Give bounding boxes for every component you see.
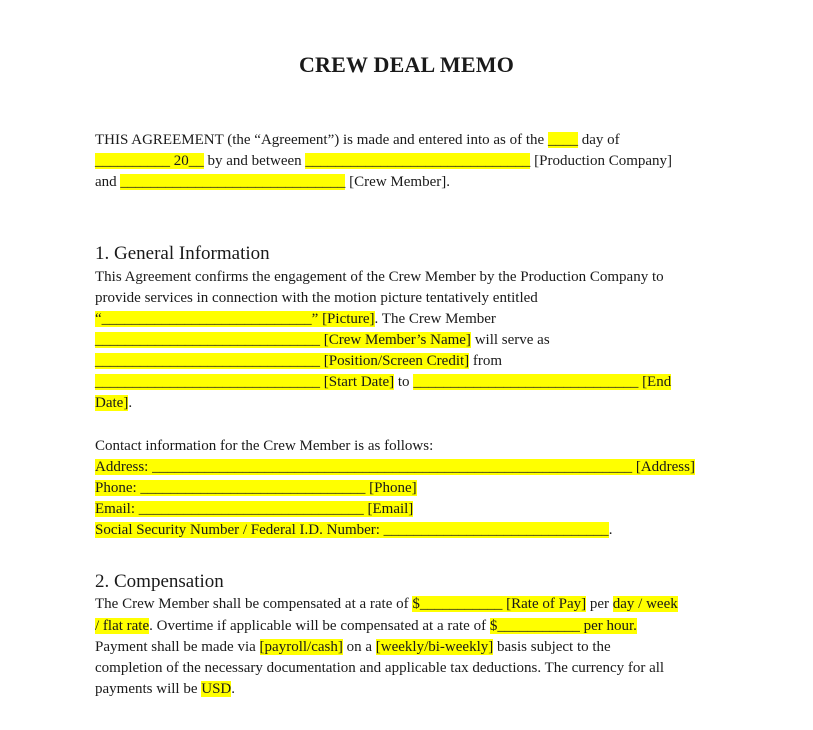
- intro-text: THIS AGREEMENT (the “Agreement”) is made and entered into as of the: [95, 132, 548, 148]
- compensation-text: payments will be: [95, 681, 202, 697]
- day-blank[interactable]: ____: [547, 132, 578, 148]
- compensation-text: per: [586, 596, 613, 612]
- general-text: . The Crew Member: [374, 311, 496, 327]
- general-text: to: [394, 374, 414, 390]
- address-field[interactable]: Address: ________________________________________________________________ [Address]: [95, 459, 695, 475]
- production-company-label: [Production Company]: [530, 153, 673, 169]
- phone-field[interactable]: Phone: ______________________________ [Phone]: [95, 480, 417, 496]
- compensation-text: Payment shall be made via: [95, 639, 260, 655]
- contact-intro: Contact information for the Crew Member is as follows:: [95, 438, 434, 454]
- intro-line-3: [95, 172, 450, 193]
- compensation-text: .: [231, 681, 235, 697]
- compensation-text: basis subject to the: [493, 639, 611, 655]
- compensation-text: The Crew Member shall be compensated at a rate of: [95, 596, 413, 612]
- crew-member-blank[interactable]: ______________________________: [120, 174, 346, 190]
- intro-line-1: [95, 130, 620, 151]
- general-line-3: [95, 309, 496, 330]
- compensation-line-3: [95, 637, 611, 658]
- general-line-1: This Agreement confirms the engagement of the Crew Member by the Production Company to: [95, 269, 664, 285]
- general-line-7: [95, 393, 132, 414]
- picture-blank[interactable]: “____________________________” [Picture]: [95, 311, 375, 327]
- general-line-6: [95, 372, 671, 393]
- section-heading-general: 1. General Information: [95, 243, 270, 264]
- production-company-blank[interactable]: ______________________________: [305, 153, 531, 169]
- document-title: CREW DEAL MEMO: [298, 52, 515, 77]
- payment-frequency-option[interactable]: [weekly/bi-weekly]: [375, 639, 494, 655]
- contact-email: [95, 499, 413, 520]
- compensation-line-1: [95, 594, 678, 615]
- contact-phone: [95, 478, 417, 499]
- contact-ssn: [95, 520, 612, 541]
- general-line-5: [95, 351, 502, 372]
- pay-unit-option[interactable]: / flat rate: [95, 618, 150, 634]
- general-text: from: [469, 353, 503, 369]
- start-date-blank[interactable]: ______________________________ [Start Date]: [95, 374, 395, 390]
- ssn-field[interactable]: Social Security Number / Federal I.D. Number: ______________________________: [95, 522, 609, 538]
- overtime-rate-blank[interactable]: $___________ per hour.: [489, 618, 637, 634]
- section-heading-compensation: 2. Compensation: [95, 571, 224, 592]
- end-date-blank[interactable]: ______________________________ [End: [413, 374, 672, 390]
- compensation-text: on a: [342, 639, 376, 655]
- pay-unit-option[interactable]: day / week: [612, 596, 678, 612]
- payment-method-option[interactable]: [payroll/cash]: [259, 639, 343, 655]
- rate-of-pay-blank[interactable]: $___________ [Rate of Pay]: [412, 596, 587, 612]
- crew-member-label: [Crew Member].: [345, 174, 450, 190]
- general-text: .: [128, 395, 133, 411]
- intro-text: by and between: [203, 153, 306, 169]
- compensation-line-4: completion of the necessary documentation and applicable tax deductions. The currency for all: [95, 660, 665, 676]
- general-line-4: [95, 330, 550, 351]
- contact-address: [95, 457, 695, 478]
- compensation-line-2: [95, 616, 637, 637]
- month-year-blank[interactable]: __________ 20__: [95, 153, 204, 169]
- general-text: will serve as: [470, 332, 550, 348]
- position-blank[interactable]: ______________________________ [Position/Screen Credit]: [95, 353, 470, 369]
- compensation-text: . Overtime if applicable will be compensated at a rate of: [149, 618, 490, 634]
- currency-field[interactable]: USD: [201, 681, 232, 697]
- intro-text: and: [95, 174, 121, 190]
- crew-name-blank[interactable]: ______________________________ [Crew Member’s Name]: [95, 332, 471, 348]
- email-field[interactable]: Email: ______________________________ [Email]: [95, 501, 414, 517]
- intro-text: day of: [577, 132, 620, 148]
- end-date-label[interactable]: Date]: [95, 395, 129, 411]
- intro-line-2: [95, 151, 672, 172]
- compensation-line-5: [95, 679, 235, 700]
- general-text: .: [608, 522, 613, 538]
- general-line-2: provide services in connection with the motion picture tentatively entitled: [95, 290, 538, 306]
